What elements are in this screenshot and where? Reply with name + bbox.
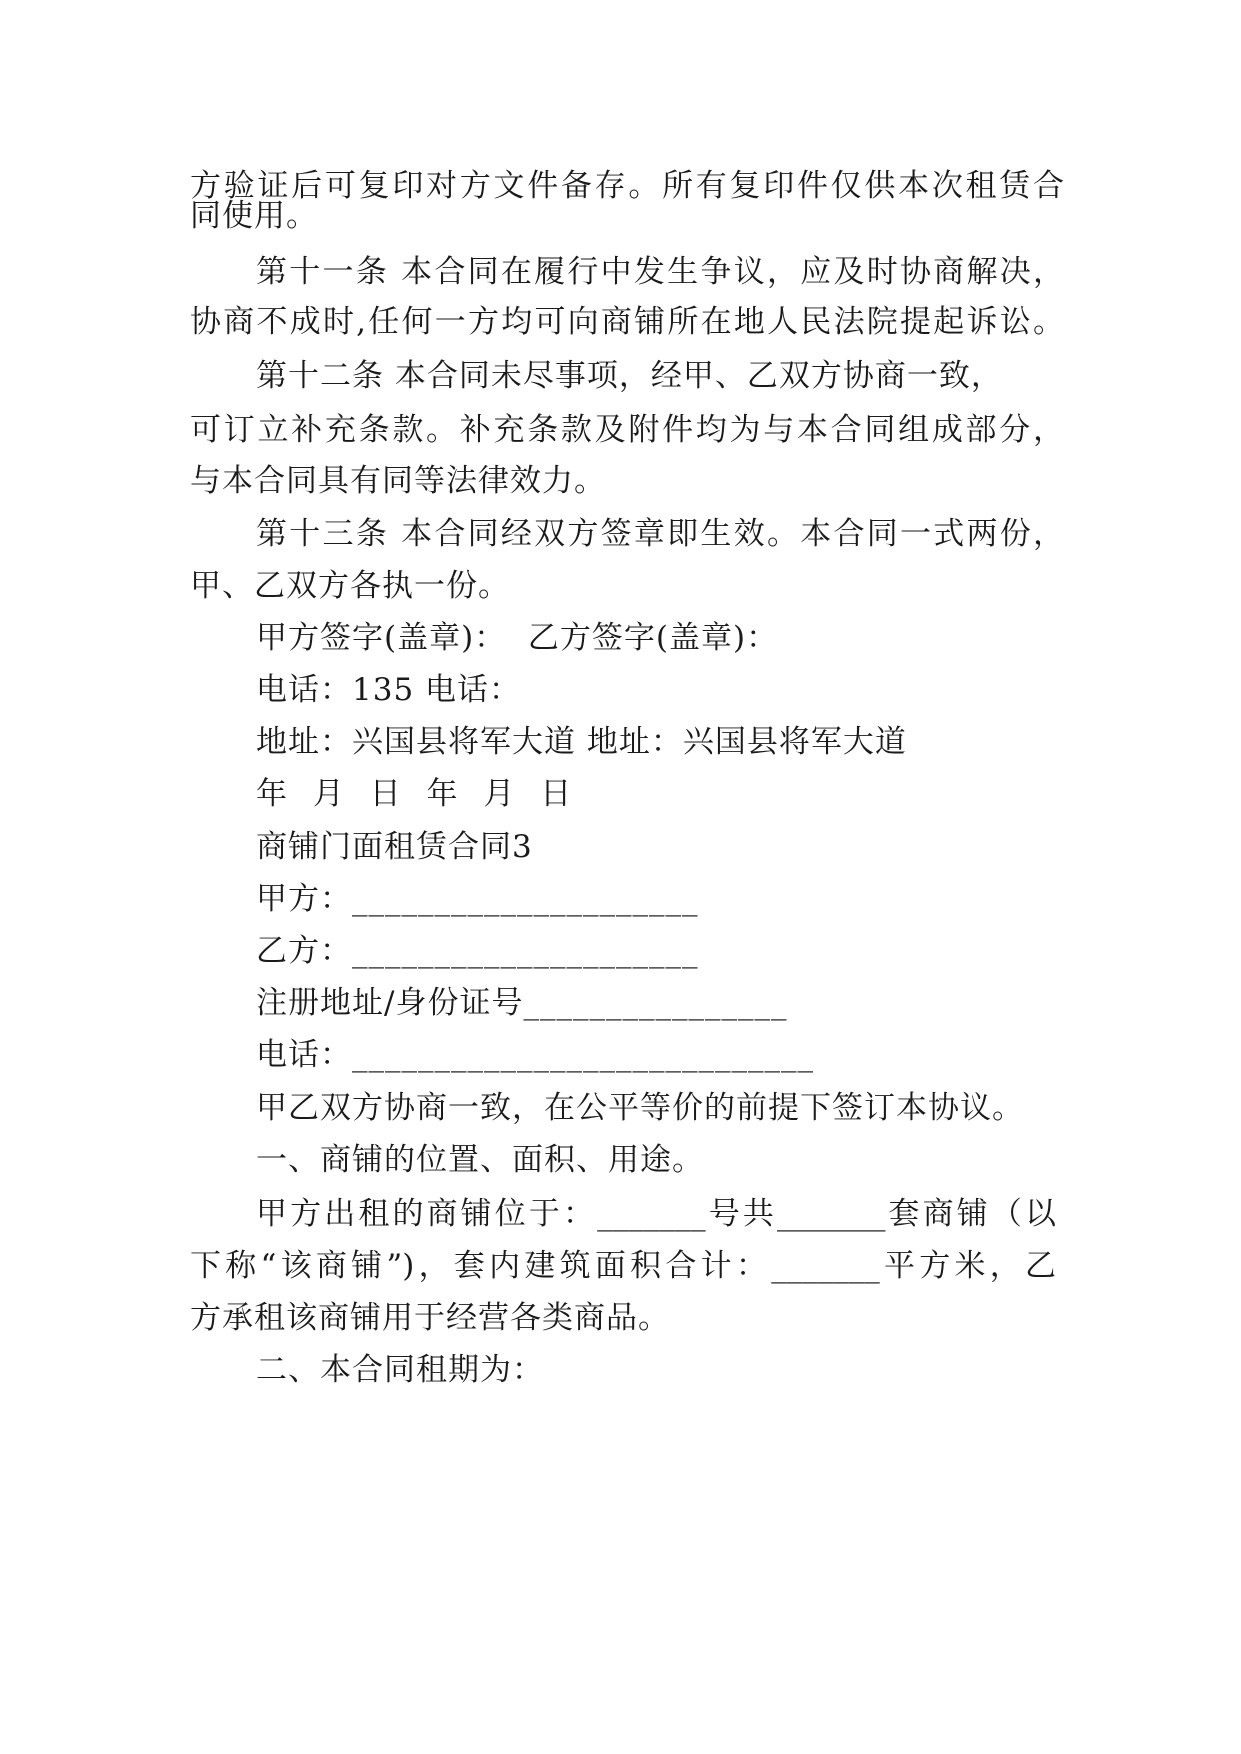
- telephone-line: 电话：____________________________: [256, 1037, 814, 1073]
- section-2-heading: 二、本合同租期为：: [256, 1352, 544, 1388]
- date-line: 年 月 日 年 月 日: [256, 776, 573, 812]
- signature-line: 甲方签字(盖章)： 乙方签字(盖章)：: [256, 620, 779, 656]
- party-b-line: 乙方：_____________________: [256, 933, 699, 969]
- registration-line: 注册地址/身份证号________________: [256, 985, 788, 1021]
- text-line-2: 同使用。: [190, 198, 318, 234]
- address-line: 地址：兴国县将军大道 地址：兴国县将军大道: [256, 724, 907, 760]
- phone-line: 电话：135 电话：: [256, 672, 522, 708]
- article-13-line-1: 第十三条 本合同经双方签章即生效。本合同一式两份，: [256, 516, 1064, 552]
- section-1-line-2: 下称“该商铺”)，套内建筑面积合计：_______平方米，乙: [190, 1248, 1056, 1284]
- agreement-intro: 甲乙双方协商一致，在公平等价的前提下签订本协议。: [256, 1090, 1024, 1126]
- article-13-line-2: 甲、乙双方各执一份。: [190, 568, 510, 604]
- article-12-line-2: 可订立补充条款。补充条款及附件均为与本合同组成部分，: [190, 412, 1064, 448]
- section-1-line-3: 方承租该商铺用于经营各类商品。: [190, 1300, 670, 1336]
- article-11-line-1: 第十一条 本合同在履行中发生争议，应及时协商解决，: [256, 254, 1064, 290]
- party-a-line: 甲方：_____________________: [256, 881, 699, 917]
- article-12-line-3: 与本合同具有同等法律效力。: [190, 463, 606, 499]
- section-1-line-1: 甲方出租的商铺位于：_______号共_______套商铺（以: [256, 1196, 1056, 1232]
- section-1-heading: 一、商铺的位置、面积、用途。: [256, 1142, 704, 1178]
- text-line-1: 方验证后可复印对方文件备存。所有复印件仅供本次租赁合: [190, 168, 1064, 204]
- contract-title: 商铺门面租赁合同3: [256, 829, 533, 865]
- article-12-line-1: 第十二条 本合同未尽事项，经甲、乙双方协商一致，: [256, 358, 1003, 394]
- article-11-line-2: 协商不成时,任何一方均可向商铺所在地人民法院提起诉讼。: [190, 304, 1064, 340]
